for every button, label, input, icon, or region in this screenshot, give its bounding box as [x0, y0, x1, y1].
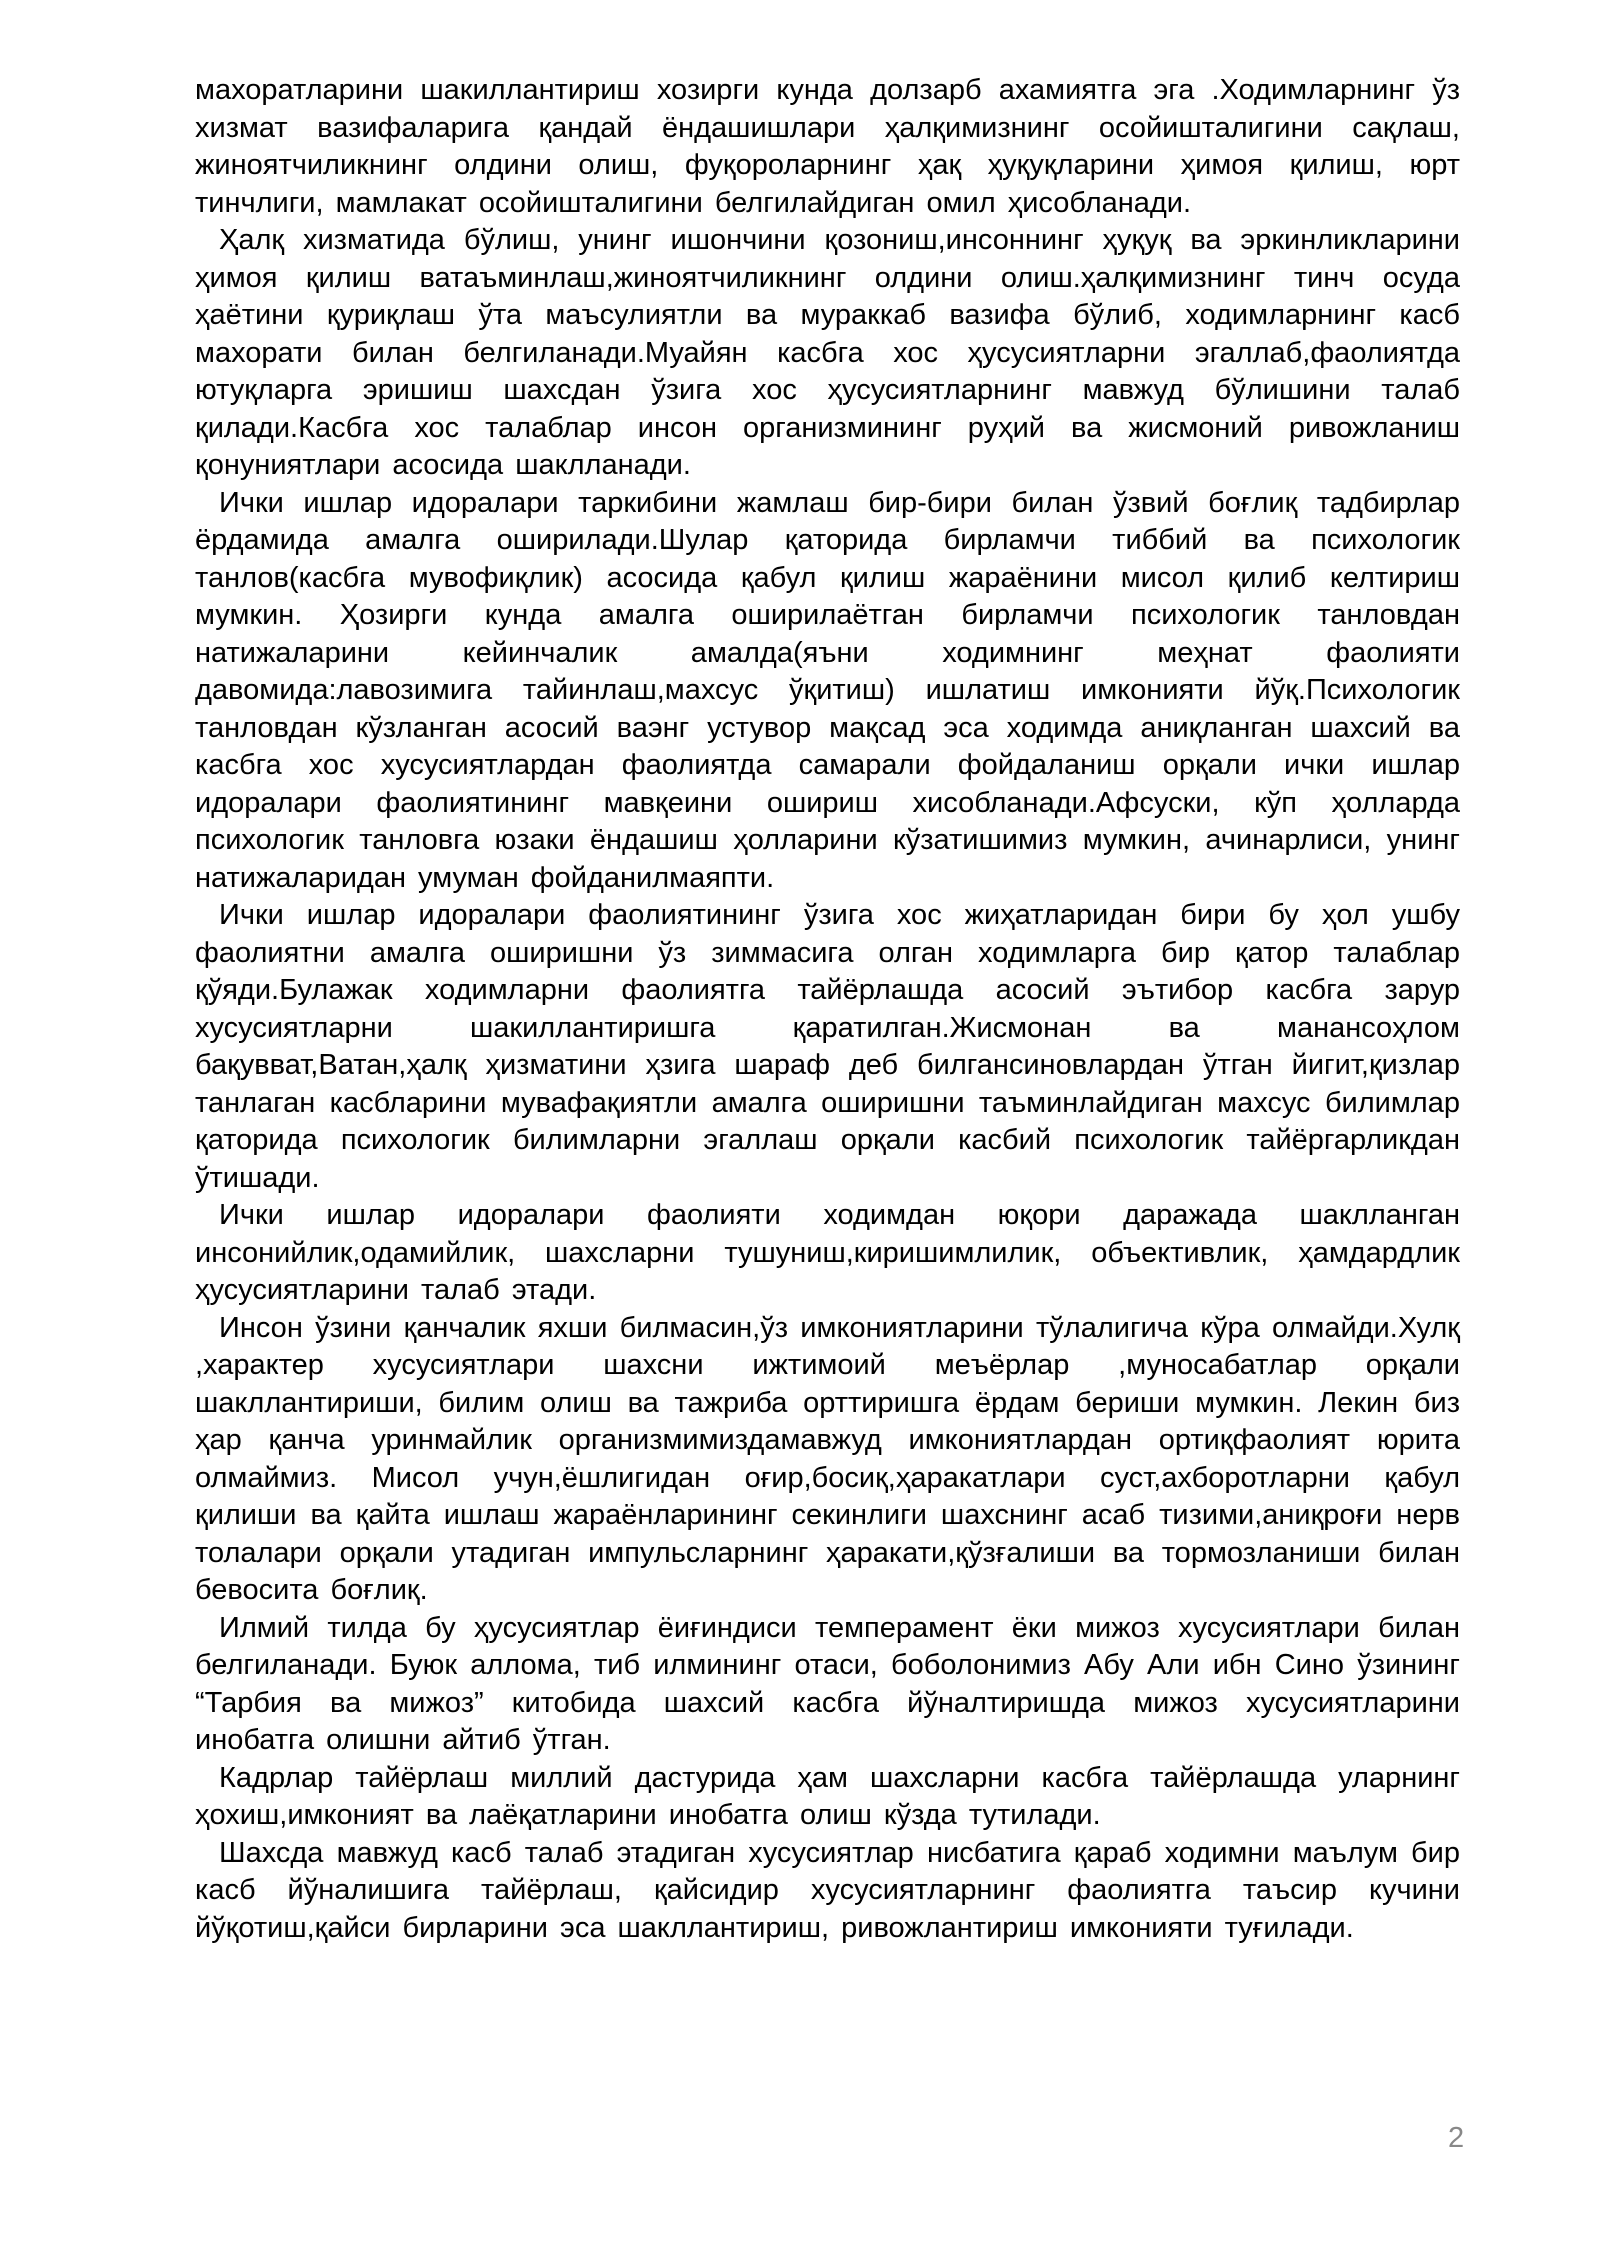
paragraph-3: Ички ишлар идоралари таркибини жамлаш бир-бири билан ўзвий боғлиқ тадбирлар ёрдамида амалга оширилади.Шулар қаторида бирламчи тиббий ва психологик танлов(касбга мувофиқлик) асосида қабул қилиш жараёнини мисол қилиб келтириш мумкин. Ҳозирги кунда амалга оширилаётган бирламчи психологик танловдан натижаларини кейинчалик амалда(яъни ходимнинг меҳнат фаолияти давомида:лавозимига тайинлаш,махсус ўқитиш) ишлатиш имконияти йўқ.Психологик танловдан кўзланган асосий ваэнг устувор мақсад эса ходимда аниқланган шахсий ва касбга хос хусусиятлардан фаолиятда самарали фойдаланиш орқали ички ишлар идоралари фаолиятининг мавқеини ошириш хисобланади.Афсуски, кўп ҳолларда психологик танловга юзаки ёндашиш ҳолларини кўзатишимиз мумкин, ачинарлиси, унинг натижаларидан умуман фойданилмаяпти. — [195, 486, 1460, 894]
paragraph-8: Кадрлар тайёрлаш миллий дастурида ҳам шахсларни касбга тайёрлашда уларнинг ҳохиш,имконият ва лаёқатларини инобатга олиш кўзда тутилади. — [195, 1761, 1460, 1831]
paragraph-5: Ички ишлар идоралари фаолияти ходимдан юқори даражада шаклланган инсонийлик,одамийлик, шахсларни тушуниш,киришимлилик, объективлик, ҳамдардлик ҳусусиятларини талаб этади. — [195, 1199, 1460, 1306]
paragraph-1: махоратларини шакиллантириш хозирги кунда долзарб ахамиятга эга .Ходимларнинг ўз хизмат вазифаларига қандай ёндашишлари ҳалқимизнинг осойишталигини сақлаш, жиноятчиликнинг олдини олиш, фуқороларнинг ҳақ ҳуқуқларини ҳимоя қилиш, юрт тинчлиги, мамлакат осойишталигини белгилайдиган омил ҳисобланади. — [195, 74, 1460, 219]
paragraph-7: Илмий тилда бу ҳусусиятлар ёиғиндиси темперамент ёки мижоз хусусиятлари билан белгиланади. Буюк аллома, тиб илмининг отаси, боболонимиз Абу Али ибн Сино ўзининг “Тарбия ва мижоз” китобида шахсий касбга йўналтиришда мижоз хусусиятларини инобатга олишни айтиб ўтган. — [195, 1611, 1460, 1756]
paragraph-4: Ички ишлар идоралари фаолиятининг ўзига хос жиҳатларидан бири бу ҳол ушбу фаолиятни амалга оширишни ўз зиммасига олган ходимларга бир қатор талаблар қўяди.Булажак ходимларни фаолиятга тайёрлашда асосий эътибор касбга зарур хусусиятларни шакиллантиришга қаратилган.Жисмонан ва манансоҳлом бақувват,Ватан,ҳалқ ҳизматини ҳзига шараф деб билгансиновлардан ўтган йигит,қизлар танлаган касбларини мувафақиятли амалга оширишни таъминлайдиган махсус билимлар қаторида психологик билимларни эгаллаш орқали касбий психологик тайёргарликдан ўтишади. — [195, 899, 1460, 1194]
paragraph-2: Ҳалқ хизматида бўлиш, унинг ишончини қозониш,инсоннинг ҳуқуқ ва эркинликларини ҳимоя қилиш ватаъминлаш,жиноятчиликнинг олдини олиш.ҳалқимизнинг тинч осуда ҳаётини қуриқлаш ўта маъсулиятли ва мураккаб вазифа бўлиб, ходимларнинг касб махорати билан белгиланади.Муайян касбга хос ҳусусиятларни эгаллаб,фаолиятда ютуқларга эришиш шахсдан ўзига хос ҳусусиятларнинг мавжуд бўлишини талаб қилади.Касбга хос талаблар инсон организмининг руҳий ва жисмоний ривожланиш қонуниятлари асосида шаклланади. — [195, 224, 1460, 481]
paragraph-6: Инсон ўзини қанчалик яхши билмасин,ўз имкониятларини тўлалигича кўра олмайди.Хулқ ,характер хусусиятлари шахсни ижтимоий меъёрлар ,муносабатлар орқали шакллантириши, билим олиш ва тажриба орттиришга ёрдам бериши мумкин. Лекин биз ҳар қанча уринмайлик организмимиздамавжуд имкониятлардан ортиқфаолият юрита олмаймиз. Мисол учун,ёшлигидан оғир,босиқ,ҳаракатлари суст,ахборотларни қабул қилиши ва қайта ишлаш жараёнларининг секинлиги шахснинг асаб тизими,аниқроғи нерв толалари орқали утадиган импульсларнинг ҳаракати,қўзғалиши ва тормозланиши билан бевосита боғлиқ. — [195, 1311, 1460, 1606]
paragraph-9: Шахсда мавжуд касб талаб этадиган хусусиятлар нисбатига қараб ходимни маълум бир касб йўналишига тайёрлаш, қайсидир хусусиятларнинг фаолиятга таъсир кучини йўқотиш,қайси бирларини эса шакллантириш, ривожлантириш имконияти туғилади. — [195, 1836, 1460, 1944]
page-number: 2 — [1448, 2122, 1465, 2154]
document-page — [195, 72, 1460, 2172]
